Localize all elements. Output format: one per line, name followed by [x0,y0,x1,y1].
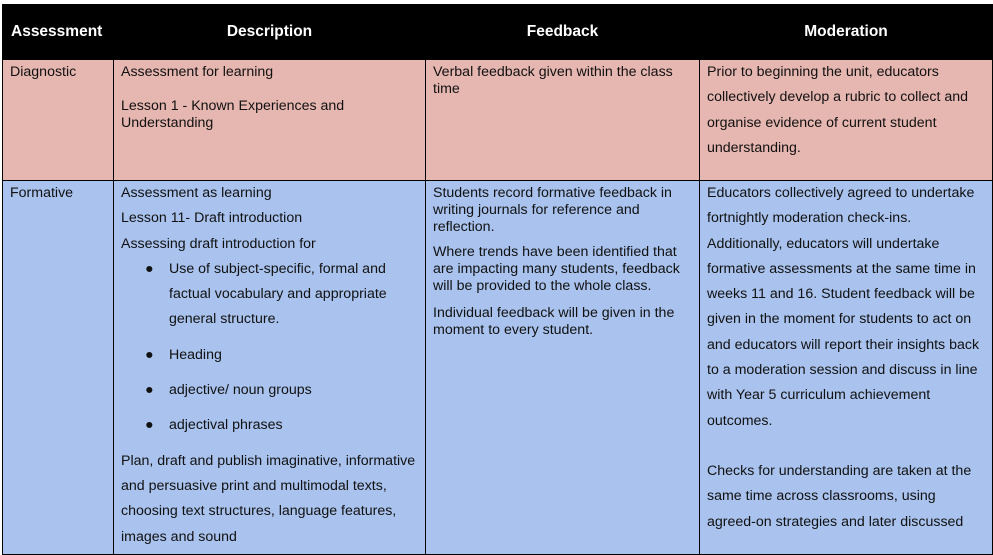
assessment-table [2,4,993,555]
formative-feedback-3: Individual feedback will be given in the moment to every student. [433,305,675,338]
diagnostic-moderation: Prior to beginning the unit, educators collectively develop a rubric to collect and organise evidence of current student understanding. [707,64,969,156]
formative-moderation-cell [700,181,993,555]
criteria-text: adjective/ noun groups [169,382,312,399]
diagnostic-feedback-cell [426,60,700,181]
criteria-list [121,257,419,439]
header-description: Description [114,5,426,60]
criteria-text: Heading [169,346,222,363]
formative-row [3,181,993,555]
formative-desc-title: Assessment as learning [121,185,272,201]
diagnostic-moderation-cell [700,60,993,181]
diagnostic-type-cell [3,60,114,181]
formative-feedback-2: Where trends have been identified that are impacting many students, feedback will be provided to the whole class. [433,244,680,294]
header-row [3,5,993,60]
bullet-icon: ● [145,382,154,399]
diagnostic-type: Diagnostic [10,64,77,80]
formative-type: Formative [10,185,74,201]
header-moderation: Moderation [700,5,993,60]
formative-desc-lesson: Lesson 11- Draft introduction [121,210,303,227]
diagnostic-row [3,60,993,181]
formative-type-cell [3,181,114,555]
list-item [121,413,419,438]
diagnostic-feedback: Verbal feedback given within the class time [433,64,673,97]
header-assessment: Assessment [3,5,114,60]
formative-moderation-1: Educators collectively agreed to undertake fortnightly moderation check-ins. Additionally, educators will undertake formative assessments at the same time in weeks 11 and 16. Student feedback will be given in the moment for students to act on and educators will report their insights back to a moderation session and discuss in line with Year 5 curriculum achievement outcomes. [707,185,980,429]
formative-description-cell [114,181,426,555]
formative-moderation-2: Checks for understanding are taken at the same time across classrooms, using agreed-on strategies and later discussed [707,462,972,530]
list-item [121,343,419,368]
diagnostic-description-cell [114,60,426,181]
formative-feedback-cell [426,181,700,555]
bullet-icon: ● [145,417,154,434]
diagnostic-desc-lesson: Lesson 1 - Known Experiences and Understanding [121,98,345,131]
header-feedback: Feedback [426,5,700,60]
diagnostic-desc-title: Assessment for learning [121,64,274,80]
criteria-text: adjectival phrases [169,417,283,434]
criteria-text: Use of subject-specific, formal and factual vocabulary and appropriate general structure. [169,260,387,328]
list-item [121,257,419,333]
formative-desc-plan: Plan, draft and publish imaginative, informative and persuasive print and multimodal texts, choosing text structures, language features, images and sound [121,452,416,545]
formative-desc-assessing: Assessing draft introduction for [121,235,316,252]
list-item [121,378,419,403]
bullet-icon: ● [145,260,154,277]
formative-feedback-1: Students record formative feedback in writing journals for reference and reflection. [433,185,672,235]
bullet-icon: ● [145,346,154,363]
